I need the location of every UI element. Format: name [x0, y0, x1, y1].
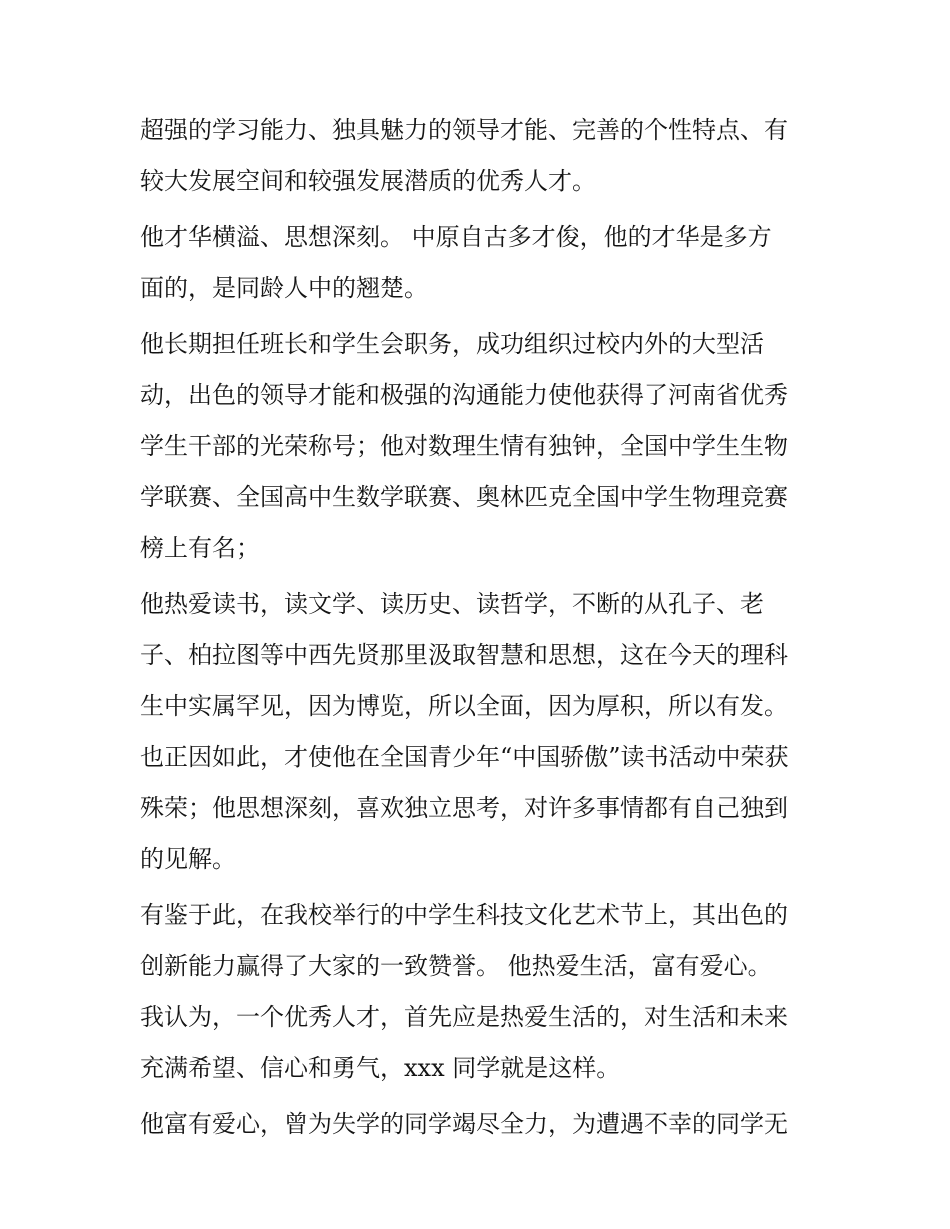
text-line: 也正因如此，才使他在全国青少年“中国骄傲”读书活动中荣获: [140, 743, 789, 771]
text-line: 超强的学习能力、独具魅力的领导才能、完善的个性特点、有: [140, 116, 788, 144]
text-line: 较大发展空间和较强发展潜质的优秀人才。: [140, 167, 596, 195]
paragraph: [140, 324, 820, 584]
text-line: 榜上有名；: [140, 534, 260, 562]
text-line: 充满希望、信心和勇气，xxx 同学就是这样。: [140, 1054, 621, 1082]
paragraph: [140, 110, 820, 217]
document-body: [140, 110, 820, 1155]
text-line: 的见解。: [140, 845, 236, 873]
text-line: 子、柏拉图等中西先贤那里汲取智慧和思想，这在今天的理科: [140, 641, 788, 669]
paragraph: [140, 217, 820, 324]
text-line: 他热爱读书，读文学、读历史、读哲学，不断的从孔子、老: [140, 590, 764, 618]
text-line: 有鉴于此，在我校举行的中学生科技文化艺术节上，其出色的: [140, 901, 788, 929]
paragraph: [140, 1104, 820, 1155]
text-line: 面的，是同龄人中的翘楚。: [140, 274, 428, 302]
text-line: 他长期担任班长和学生会职务，成功组织过校内外的大型活: [140, 330, 764, 358]
text-line: 我认为，一个优秀人才，首先应是热爱生活的，对生活和未来: [140, 1003, 788, 1031]
paragraph: [140, 895, 820, 1104]
text-line: 殊荣；他思想深刻，喜欢独立思考，对许多事情都有自己独到: [140, 794, 788, 822]
text-line: 学联赛、全国高中生数学联赛、奥林匹克全国中学生物理竞赛: [140, 483, 788, 511]
text-line: 生中实属罕见，因为博览，所以全面，因为厚积，所以有发。: [140, 692, 788, 720]
paragraph: [140, 584, 820, 895]
text-line: 创新能力赢得了大家的一致赞誉。 他热爱生活，富有爱心。: [140, 952, 772, 980]
text-line: 他富有爱心，曾为失学的同学竭尽全力，为遭遇不幸的同学无: [140, 1110, 788, 1138]
text-line: 动，出色的领导才能和极强的沟通能力使他获得了河南省优秀: [140, 381, 788, 409]
text-line: 学生干部的光荣称号；他对数理生情有独钟，全国中学生生物: [140, 432, 788, 460]
text-line: 他才华横溢、思想深刻。 中原自古多才俊，他的才华是多方: [140, 223, 772, 251]
